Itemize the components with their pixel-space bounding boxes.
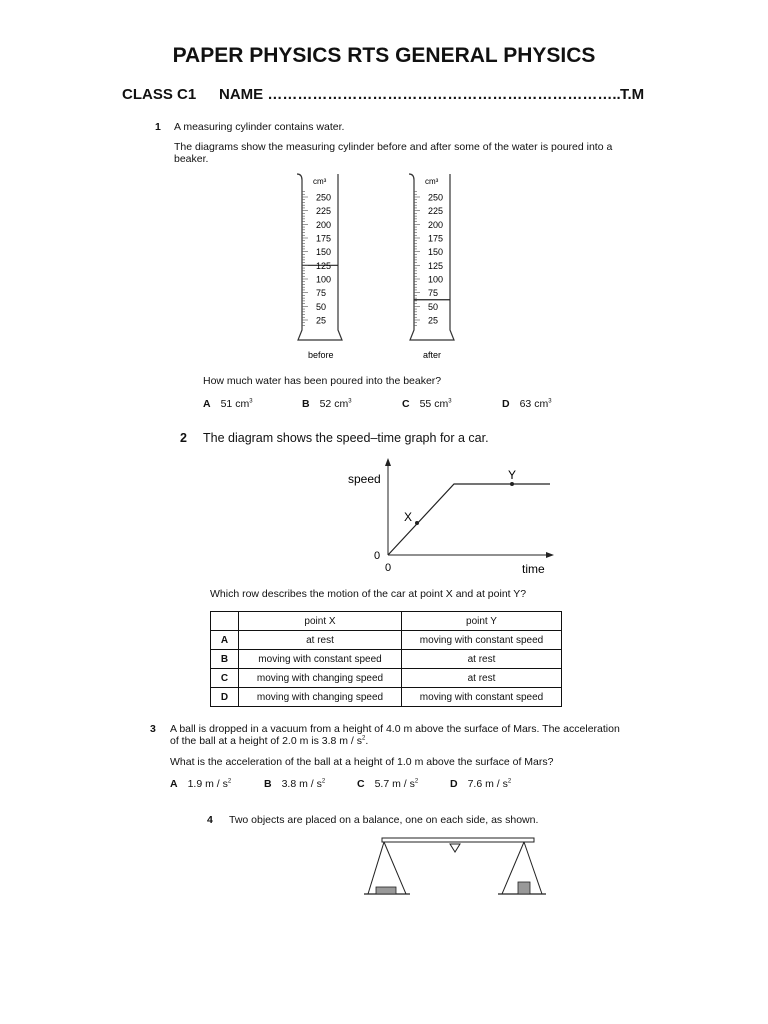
scale-label: 200 (428, 219, 444, 230)
table-row (211, 650, 562, 669)
q3-option-a: A 1.9 m / $s^2$ (170, 778, 232, 790)
point-y-marker (510, 482, 514, 486)
balance-diagram (360, 832, 560, 902)
scale-label: 225 (428, 206, 444, 217)
table-cell: moving with changing speed (239, 688, 402, 707)
table-header (211, 612, 239, 631)
q3-number: 3 (150, 723, 156, 735)
table-cell: moving with constant speed (239, 650, 402, 669)
speed-axis-arrow-icon (385, 458, 391, 466)
scale-label: 150 (316, 247, 332, 258)
class-label: CLASS C1 (122, 86, 197, 103)
scale-label: 125 (316, 260, 332, 271)
q1-text-line2: beaker. (174, 153, 209, 165)
answer-table (210, 611, 562, 707)
initials: T.M (620, 86, 645, 103)
name-field: NAME …………………………………………………………….. (219, 86, 621, 103)
q2-text: The diagram shows the speed–time graph for a car. (203, 431, 489, 445)
q1-question: How much water has been poured into the beaker? (203, 375, 442, 387)
speed-line (388, 484, 550, 555)
ylabel: speed (348, 472, 381, 486)
table-cell: B (211, 650, 239, 669)
scale-label: 50 (316, 301, 327, 312)
left-pan (364, 842, 410, 894)
table-cell: moving with constant speed (402, 688, 562, 707)
q3-option-b: B 3.8 m / $s^2$ (264, 778, 326, 790)
table-cell: A (211, 631, 239, 650)
table-row (211, 669, 562, 688)
origin-y-label: 0 (374, 550, 381, 562)
scale-labels-after (428, 193, 443, 326)
cylinder-after (409, 174, 454, 360)
pivot-icon (450, 844, 460, 852)
table-row (211, 688, 562, 707)
point-y-label: Y (508, 468, 517, 482)
before-label: before (308, 350, 334, 360)
q1-option-c: C 55 $cm^3$ (402, 398, 452, 410)
measuring-cylinders-diagram (280, 168, 480, 368)
scale-label: 50 (428, 301, 439, 312)
q3-line2: of the ball at a height of 2.0 m is 3.8 m / $s^2$. (170, 735, 369, 747)
right-pan (498, 842, 546, 894)
scale-label: 75 (428, 288, 439, 299)
table-header: point X (239, 612, 402, 631)
after-label: after (423, 350, 442, 360)
table-cell: moving with changing speed (239, 669, 402, 688)
scale-label: 225 (316, 206, 332, 217)
q1-option-a: A 51 $cm^3$ (203, 398, 253, 410)
balance-beam (382, 838, 534, 842)
q3-option-c: C 5.7 m / $s^2$ (357, 778, 419, 790)
table-cell: at rest (239, 631, 402, 650)
q1-text-line1: The diagrams show the measuring cylinder before and after some of the water is poured into a (174, 141, 613, 153)
q3-option-d: D 7.6 m / $s^2$ (450, 778, 512, 790)
speed-time-graph (340, 455, 560, 580)
q3-question: What is the acceleration of the ball at a height of 1.0 m above the surface of Mars? (170, 756, 554, 768)
table-cell: D (211, 688, 239, 707)
table-cell: at rest (402, 650, 562, 669)
point-x-label: X (404, 510, 413, 524)
xlabel: time (522, 562, 545, 576)
scale-label: 200 (316, 219, 332, 230)
scale-labels-before (316, 193, 331, 326)
scale-label: 100 (428, 274, 444, 285)
q1-number: 1 (155, 121, 161, 133)
scale-label: 150 (428, 247, 444, 258)
q2-number: 2 (180, 431, 187, 445)
scale-label: 175 (316, 233, 332, 244)
scale-label: 175 (428, 233, 444, 244)
right-object (518, 882, 530, 894)
unit-label-before: cm³ (313, 177, 327, 186)
left-object (376, 887, 396, 894)
q1-intro: A measuring cylinder contains water. (174, 121, 345, 133)
table-header: point Y (402, 612, 562, 631)
q3-line1: A ball is dropped in a vacuum from a height of 4.0 m above the surface of Mars. The acceleration (170, 723, 620, 735)
q4-text: Two objects are placed on a balance, one on each side, as shown. (229, 814, 539, 826)
q1-option-d: D 63 $cm^3$ (502, 398, 552, 410)
scale-label: 125 (428, 260, 444, 271)
cylinder-before (297, 174, 342, 360)
origin-x-label: 0 (385, 562, 392, 574)
point-x-marker (415, 521, 419, 525)
table-cell: moving with constant speed (402, 631, 562, 650)
unit-label-after: cm³ (425, 177, 439, 186)
table-cell: at rest (402, 669, 562, 688)
page-title: PAPER PHYSICS RTS GENERAL PHYSICS (172, 44, 596, 67)
scale-label: 250 (428, 192, 444, 203)
scale-label: 25 (316, 315, 327, 326)
time-axis-arrow-icon (546, 552, 554, 558)
scale-label: 250 (316, 192, 332, 203)
scale-label: 100 (316, 274, 332, 285)
scale-label: 75 (316, 288, 327, 299)
table-header-row (211, 612, 562, 631)
table-cell: C (211, 669, 239, 688)
q1-option-b: B 52 $cm^3$ (302, 398, 352, 410)
q4-number: 4 (207, 814, 213, 826)
scale-label: 25 (428, 315, 439, 326)
table-row (211, 631, 562, 650)
q2-question: Which row describes the motion of the car at point X and at point Y? (210, 588, 527, 600)
